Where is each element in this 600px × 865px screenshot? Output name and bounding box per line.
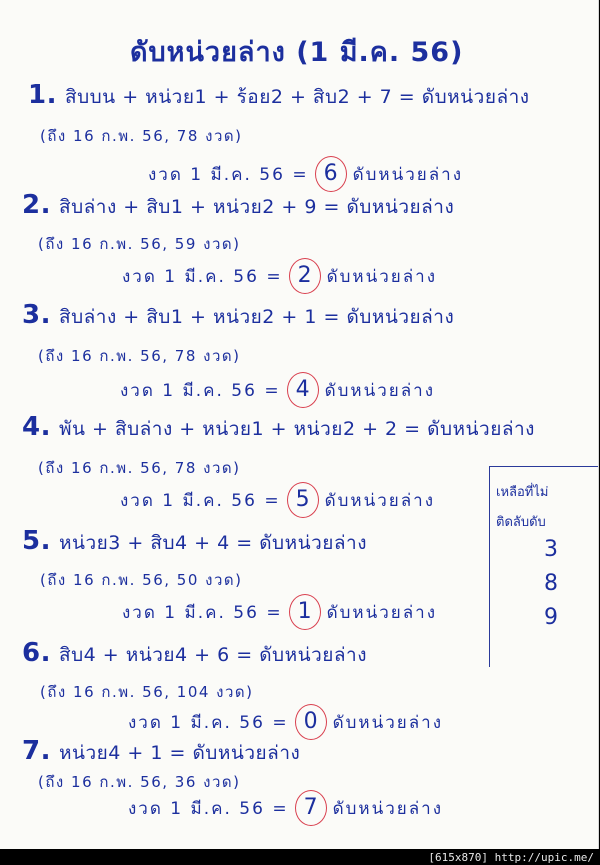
formula-line (22, 412, 535, 444)
result-line (120, 482, 435, 518)
result-line (120, 372, 435, 408)
formula-line (22, 638, 367, 670)
remaining-digits-box (489, 466, 598, 667)
formula-text: หน่วย4 + 1 = ดับหน่วยล่าง (58, 742, 301, 764)
period-note: (ถึง 16 ก.พ. 56, 50 งวด) (40, 571, 243, 589)
period-note: (ถึง 16 ก.พ. 56, 36 งวด) (38, 773, 241, 791)
formula-text: สิบ4 + หน่วย4 + 6 = ดับหน่วยล่าง (58, 644, 368, 666)
result-suffix: ดับหน่วยล่าง (332, 713, 444, 733)
remaining-digit: 8 (544, 571, 558, 596)
result-suffix: ดับหน่วยล่าง (326, 267, 438, 287)
formula-line (22, 736, 300, 768)
result-suffix: ดับหน่วยล่าง (326, 603, 438, 623)
formula-line (22, 526, 367, 558)
result-value-circle: 2 (289, 258, 321, 294)
item-number: 5. (22, 526, 51, 556)
formula-text: สิบล่าง + สิบ1 + หน่วย2 + 9 = ดับหน่วยล่าง (58, 196, 455, 218)
result-label: งวด 1 มี.ค. 56 = (120, 381, 281, 401)
result-value-circle: 4 (287, 372, 319, 408)
result-label: งวด 1 มี.ค. 56 = (120, 491, 281, 511)
period-note: (ถึง 16 ก.พ. 56, 59 งวด) (38, 235, 241, 253)
result-line (122, 594, 437, 630)
image-host-footer: [615x870] http://upic.me/ (428, 851, 594, 864)
item-number: 1. (28, 80, 57, 110)
result-value-circle: 6 (315, 156, 347, 192)
result-label: งวด 1 มี.ค. 56 = (128, 799, 289, 819)
result-label: งวด 1 มี.ค. 56 = (122, 603, 283, 623)
result-suffix: ดับหน่วยล่าง (324, 491, 436, 511)
result-line (128, 704, 443, 740)
formula-text: หน่วย3 + สิบ4 + 4 = ดับหน่วยล่าง (58, 532, 368, 554)
result-line (128, 790, 443, 826)
result-suffix: ดับหน่วยล่าง (324, 381, 436, 401)
period-note: (ถึง 16 ก.พ. 56, 78 งวด) (38, 347, 241, 365)
result-label: งวด 1 มี.ค. 56 = (148, 165, 309, 185)
formula-line (22, 190, 454, 222)
box-heading-line-1: เหลือที่ไม่ (496, 485, 549, 500)
item-number: 3. (22, 300, 51, 330)
result-suffix: ดับหน่วยล่าง (332, 799, 444, 819)
result-label: งวด 1 มี.ค. 56 = (128, 713, 289, 733)
formula-line (22, 300, 454, 332)
box-heading-line-2: ติดลับดับ (496, 515, 546, 530)
period-note: (ถึง 16 ก.พ. 56, 78 งวด) (40, 127, 243, 145)
result-value-circle: 5 (287, 482, 319, 518)
formula-line (28, 80, 530, 112)
remaining-digit: 3 (544, 537, 558, 562)
item-number: 7. (22, 736, 51, 766)
result-line (148, 156, 463, 192)
result-suffix: ดับหน่วยล่าง (352, 165, 464, 185)
result-line (122, 258, 437, 294)
period-note: (ถึง 16 ก.พ. 56, 78 งวด) (38, 459, 241, 477)
formula-text: สิบบน + หน่วย1 + ร้อย2 + สิบ2 + 7 = ดับหน่วยล่าง (64, 86, 530, 108)
result-value-circle: 0 (295, 704, 327, 740)
formula-text: สิบล่าง + สิบ1 + หน่วย2 + 1 = ดับหน่วยล่าง (58, 306, 455, 328)
item-number: 4. (22, 412, 51, 442)
page-title: ดับหน่วยล่าง (1 มี.ค. 56) (130, 37, 464, 68)
item-number: 2. (22, 190, 51, 220)
item-number: 6. (22, 638, 51, 668)
remaining-digit: 9 (544, 605, 558, 630)
result-value-circle: 7 (295, 790, 327, 826)
formula-text: พัน + สิบล่าง + หน่วย1 + หน่วย2 + 2 = ดับหน่วยล่าง (58, 418, 535, 440)
period-note: (ถึง 16 ก.พ. 56, 104 งวด) (40, 683, 254, 701)
result-value-circle: 1 (289, 594, 321, 630)
result-label: งวด 1 มี.ค. 56 = (122, 267, 283, 287)
